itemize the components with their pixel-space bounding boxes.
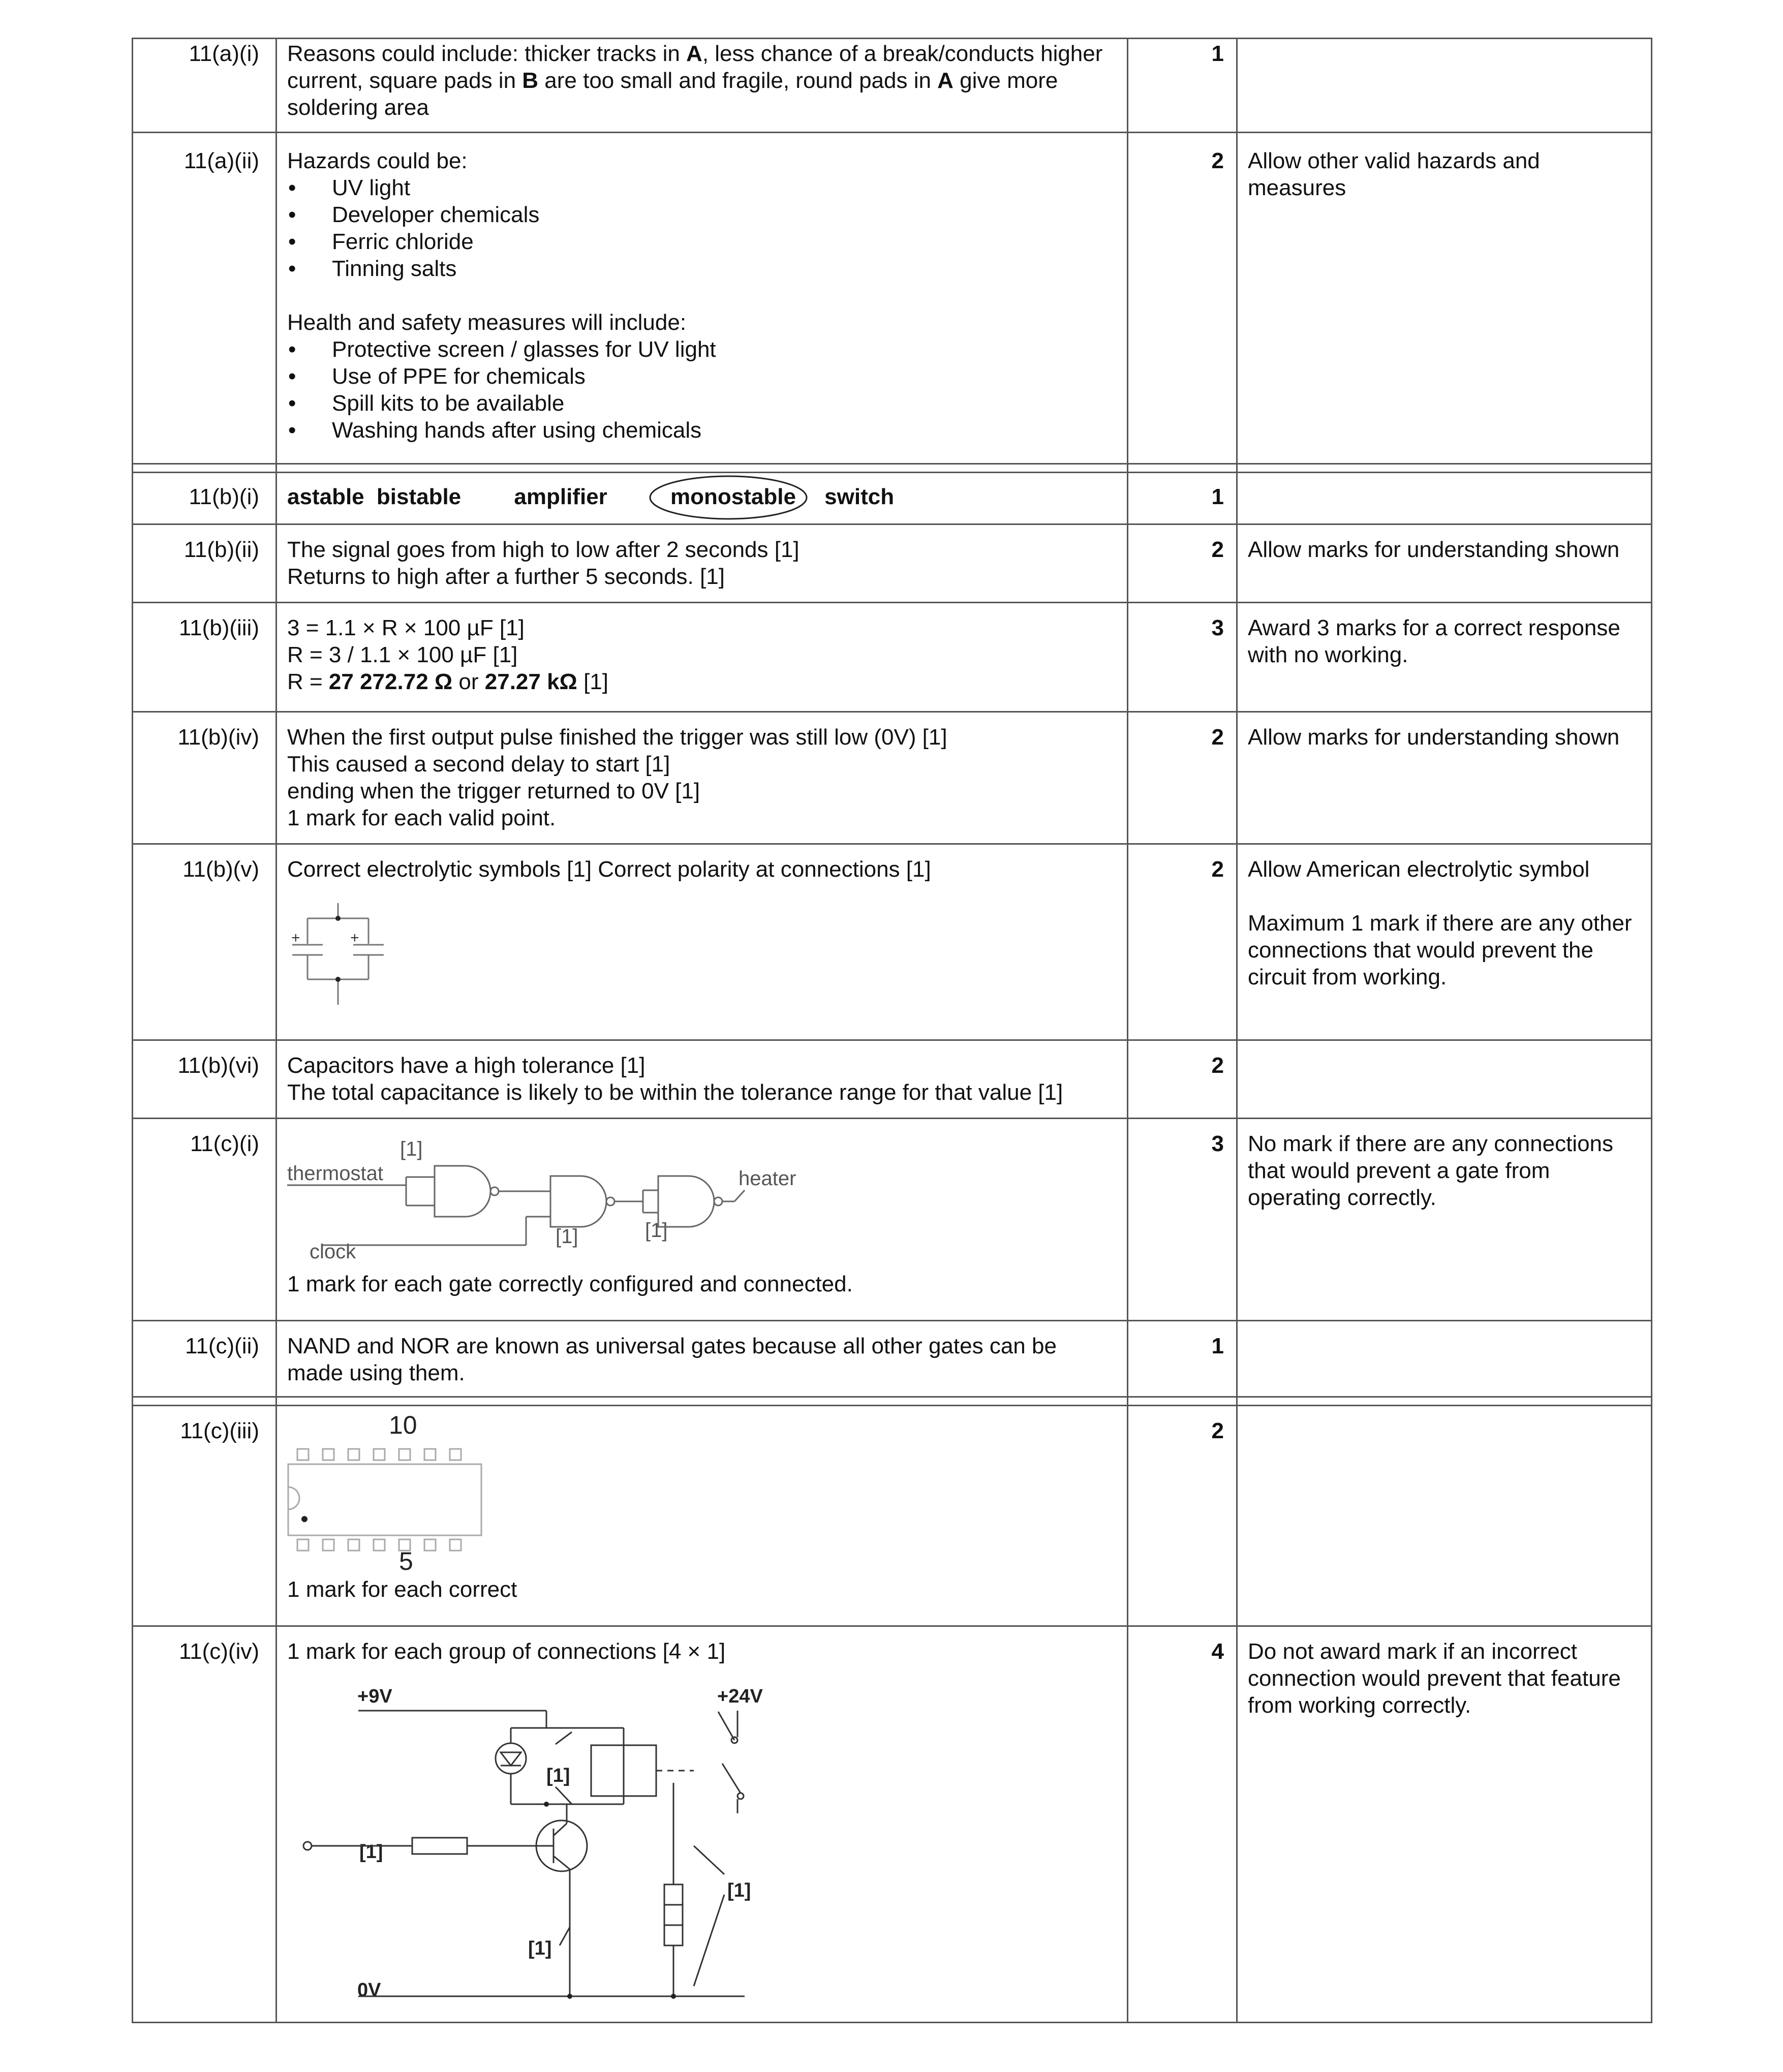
answer-line: Correct electrolytic symbols [1] Correct polarity at connections [1]	[287, 857, 931, 882]
mark-scheme-table	[132, 38, 1652, 2023]
answer-line: 1 mark for each gate correctly configured and connected.	[287, 1272, 853, 1296]
marks-cell: 4	[1128, 1626, 1237, 2023]
guidance-cell	[1237, 39, 1652, 133]
table-row	[133, 712, 1652, 844]
answer-line: R = 3 / 1.1 × 100 µF [1]	[287, 642, 518, 667]
ic-pinout-diagram	[287, 1408, 501, 1571]
table-row	[133, 524, 1652, 603]
guidance-cell: Award 3 marks for a correct response with no working.	[1237, 603, 1652, 712]
answer-line: This caused a second delay to start [1]	[287, 752, 670, 777]
answer-line: Capacitors have a high tolerance [1]	[287, 1053, 645, 1078]
guidance-cell: Allow American electrolytic symbol Maximum 1 mark if there are any other connections that would prevent the circuit from working.	[1237, 844, 1652, 1040]
list-item: • Protective screen / glasses for UV light	[287, 336, 1117, 363]
marks-cell: 2	[1128, 712, 1237, 844]
question-number: 11(b)(iii)	[133, 603, 276, 712]
list-item: • Developer chemicals	[287, 201, 1117, 228]
option-astable: astable	[287, 484, 364, 509]
polarity-plus-left: +	[291, 930, 300, 946]
table-row	[133, 603, 1652, 712]
table-row	[133, 39, 1652, 133]
guidance-cell: Do not award mark if an incorrect connection would prevent that feature from working correctly.	[1237, 1626, 1652, 2023]
option-bistable: bistable	[376, 484, 462, 509]
answer-line: 1 mark for each correct	[287, 1577, 517, 1602]
answer-cell	[276, 1040, 1128, 1119]
mark-label: [1]	[546, 1765, 570, 1786]
table-row	[133, 844, 1652, 1040]
thermostat-label: thermostat	[287, 1162, 383, 1185]
relay-circuit-diagram	[287, 1671, 785, 2001]
answer-line: Returns to high after a further 5 seconds. [1]	[287, 564, 725, 589]
question-number: 11(c)(iii)	[133, 1406, 276, 1626]
answer-cell	[276, 133, 1128, 464]
answer-cell	[276, 1626, 1128, 2023]
marks-cell: 1	[1128, 473, 1237, 524]
answer-cell: Reasons could include: thicker tracks in A, less chance of a break/conducts higher current, square pads in B are too small and fragile, round pads in A give more soldering area	[276, 39, 1128, 133]
guidance-cell: Allow marks for understanding shown	[1237, 524, 1652, 603]
answer-cell	[276, 844, 1128, 1040]
option-amplifier: amplifier	[514, 484, 607, 509]
guidance-cell	[1237, 1406, 1652, 1626]
answer-cell	[276, 1406, 1128, 1626]
marks-cell: 2	[1128, 844, 1237, 1040]
mark-label: [1]	[400, 1138, 423, 1160]
list-item: • Spill kits to be available	[287, 390, 1117, 417]
selection-ellipse	[647, 472, 810, 523]
question-number: 11(a)(ii)	[133, 133, 276, 464]
list-item: • Use of PPE for chemicals	[287, 363, 1117, 390]
clock-label: clock	[310, 1241, 356, 1263]
row-separator	[133, 1397, 1652, 1406]
mark-label: [1]	[727, 1880, 751, 1901]
marks-cell: 2	[1128, 133, 1237, 464]
list-item: • UV light	[287, 174, 1117, 201]
answer-cell	[276, 473, 1128, 524]
list-item: • Washing hands after using chemicals	[287, 417, 1117, 444]
answer-cell	[276, 524, 1128, 603]
hazards-heading: Hazards could be:	[287, 148, 468, 173]
guidance-cell: Allow other valid hazards and measures	[1237, 133, 1652, 464]
question-number: 11(b)(ii)	[133, 524, 276, 603]
marks-cell: 2	[1128, 524, 1237, 603]
table-row	[133, 1321, 1652, 1397]
table-row	[133, 1119, 1652, 1321]
question-number: 11(b)(iv)	[133, 712, 276, 844]
marks-cell: 2	[1128, 1040, 1237, 1119]
row-separator	[133, 464, 1652, 473]
question-number: 11(b)(i)	[133, 473, 276, 524]
guidance-cell	[1237, 473, 1652, 524]
answer-line: ending when the trigger returned to 0V [1]	[287, 779, 700, 803]
question-number: 11(c)(iv)	[133, 1626, 276, 2023]
logic-gate-diagram	[287, 1130, 821, 1267]
question-number: 11(c)(ii)	[133, 1321, 276, 1397]
question-number: 11(c)(i)	[133, 1119, 276, 1321]
guidance-cell	[1237, 1321, 1652, 1397]
answer-line: R = 27 272.72 Ω or 27.27 kΩ [1]	[287, 669, 608, 694]
marks-cell: 3	[1128, 603, 1237, 712]
option-switch: switch	[824, 484, 895, 509]
table-row	[133, 473, 1652, 524]
heater-label: heater	[739, 1167, 796, 1190]
table-row	[133, 1040, 1652, 1119]
mark-label: [1]	[645, 1219, 668, 1242]
table-row	[133, 1626, 1652, 2023]
measures-heading: Health and safety measures will include:	[287, 310, 687, 335]
answer-line: 1 mark for each group of connections [4 × 1]	[287, 1639, 726, 1664]
guidance-cell: No mark if there are any connections that would prevent a gate from operating correctly.	[1237, 1119, 1652, 1321]
guidance-cell: Allow marks for understanding shown	[1237, 712, 1652, 844]
marks-cell: 1	[1128, 39, 1237, 133]
mark-label: [1]	[556, 1225, 578, 1248]
answer-line: The signal goes from high to low after 2 seconds [1]	[287, 537, 800, 562]
supply-9v-label: +9V	[357, 1686, 392, 1707]
table-row	[133, 133, 1652, 464]
pin-label-bottom: 5	[399, 1547, 413, 1571]
mark-scheme-sheet	[132, 38, 1652, 2035]
polarity-plus-right: +	[350, 930, 359, 946]
ground-0v-label: 0V	[357, 1980, 381, 2001]
marks-cell: 3	[1128, 1119, 1237, 1321]
answer-cell	[276, 1119, 1128, 1321]
answer-cell	[276, 712, 1128, 844]
table-row	[133, 1406, 1652, 1626]
question-number: 11(b)(vi)	[133, 1040, 276, 1119]
supply-24v-label: +24V	[717, 1686, 763, 1707]
pin-label-top: 10	[389, 1411, 417, 1439]
answer-cell	[276, 603, 1128, 712]
answer-line: 1 mark for each valid point.	[287, 806, 556, 830]
answer-cell: NAND and NOR are known as universal gates because all other gates can be made using them.	[276, 1321, 1128, 1397]
option-monostable: monostable	[670, 484, 796, 509]
guidance-cell	[1237, 1040, 1652, 1119]
list-item: • Ferric chloride	[287, 228, 1117, 255]
question-number: 11(b)(v)	[133, 844, 276, 1040]
answer-line: 3 = 1.1 × R × 100 µF [1]	[287, 615, 525, 640]
question-number: 11(a)(i)	[133, 39, 276, 133]
marks-cell: 2	[1128, 1406, 1237, 1626]
mark-label: [1]	[359, 1841, 383, 1863]
marks-cell: 1	[1128, 1321, 1237, 1397]
mark-label: [1]	[528, 1938, 552, 1959]
list-item: • Tinning salts	[287, 255, 1117, 282]
answer-line: When the first output pulse finished the trigger was still low (0V) [1]	[287, 725, 947, 750]
answer-line: The total capacitance is likely to be within the tolerance range for that value [1]	[287, 1080, 1063, 1105]
capacitor-diagram	[287, 898, 389, 1015]
